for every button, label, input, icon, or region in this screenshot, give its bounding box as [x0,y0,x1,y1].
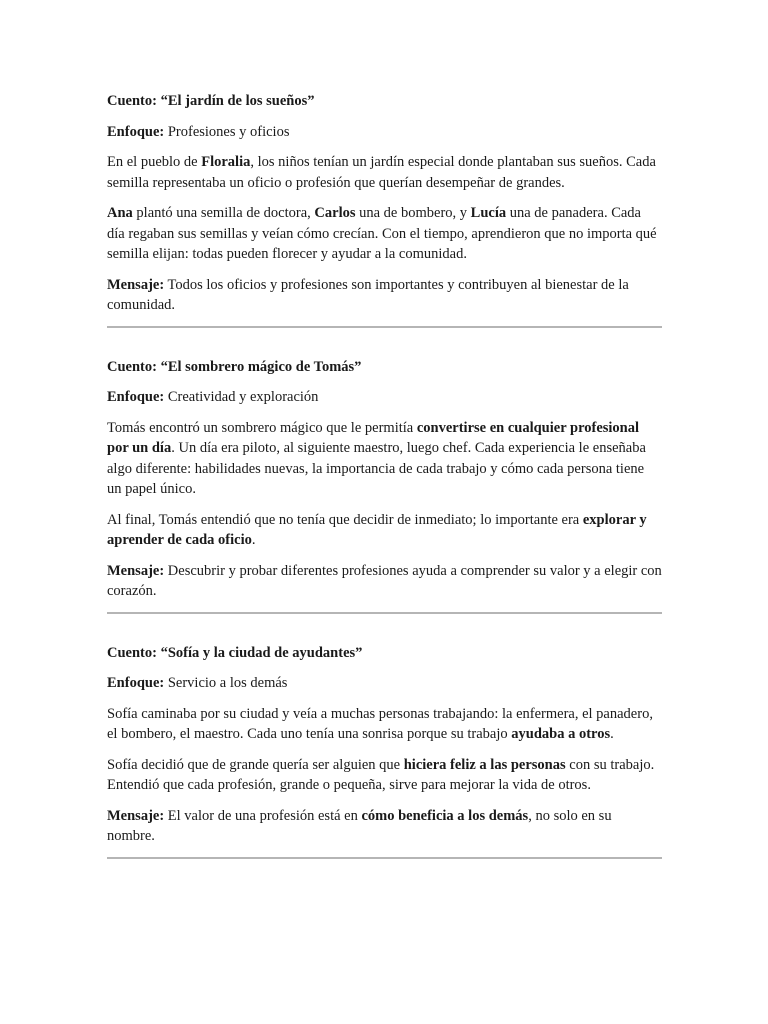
section-divider [107,612,662,614]
story-message [107,561,662,602]
text-run: Tomás encontró un sombrero mágico que le permitía [107,419,417,436]
story-3 [107,643,662,847]
section-divider [107,326,662,328]
story-focus [107,673,662,694]
message-label: Mensaje: [107,807,165,824]
focus-text: Profesiones y oficios [164,123,290,140]
story-message [107,275,662,316]
story-focus [107,122,662,143]
story-title [107,643,662,664]
story-title-text: Cuento: “Sofía y la ciudad de ayudantes” [107,644,363,661]
bold-run: explorar y aprender de cada oficio [107,511,647,548]
bold-run: Lucía [470,205,507,221]
document-body [107,91,662,888]
text-run: una de panadera. Cada día regaban sus semillas y veían cómo crecían. Con el tiempo, aprendieron que no importa qué semilla elijan: todas pueden florecer y ayudar a la comunidad. [107,205,657,262]
story-paragraph [107,704,662,745]
story-paragraph [107,510,662,551]
text-run: plantó una semilla de doctora, [132,205,315,221]
focus-label: Enfoque: [107,389,165,405]
bold-run: Carlos [314,205,356,221]
message-text: Descubrir y probar diferentes profesiones ayuda a comprender su valor y a elegir con corazón. [107,562,662,599]
story-2 [107,357,662,602]
section-divider [107,857,662,859]
focus-text: Servicio a los demás [164,675,288,691]
text-run: , los niños tenían un jardín especial donde plantaban sus sueños. Cada semilla representaba un oficio o profesión que querían desempeñar de grandes. [107,154,656,191]
focus-text: Creatividad y exploración [164,389,319,405]
text-run: En el pueblo de [107,154,202,170]
story-title-text: Cuento: “El sombrero mágico de Tomás” [107,358,362,375]
message-text: Todos los oficios y profesiones son importantes y contribuyen al bienestar de la comunidad. [107,276,629,313]
text-run: . [251,532,256,548]
story-focus [107,387,662,408]
text-run: , no solo en su nombre. [107,807,612,844]
message-label: Mensaje: [107,276,165,293]
text-run: Sofía caminaba por su ciudad y veía a muchas personas trabajando: la enfermera, el panadero, el bombero, el maestro. Cada uno tenía una sonrisa porque su trabajo [107,705,653,742]
story-paragraph [107,152,662,193]
text-run: Al final, Tomás entendió que no tenía que decidir de inmediato; lo importante era [107,511,583,528]
focus-label: Enfoque: [107,123,165,140]
text-run: . [610,726,614,742]
message-label: Mensaje: [107,562,165,579]
text-run: Sofía decidió que de grande quería ser alguien que [107,756,404,773]
story-paragraph [107,755,662,796]
bold-run: Ana [107,205,133,221]
text-run: El valor de una profesión está en [164,807,362,824]
text-run: una de bombero, y [355,205,471,221]
story-paragraph [107,418,662,500]
story-title [107,357,662,378]
bold-run: convertirse en cualquier profesional por un día [107,419,640,456]
story-1 [107,91,662,316]
bold-run: Floralia [201,154,251,170]
bold-run: cómo beneficia a los demás [361,807,529,824]
focus-label: Enfoque: [107,675,165,691]
story-message [107,806,662,847]
bold-run: hiciera feliz a las personas [403,756,566,773]
text-run: con su trabajo. Entendió que cada profesión, grande o pequeña, sirve para mejorar la vida de otros. [107,756,655,793]
text-run: . Un día era piloto, al siguiente maestro, luego chef. Cada experiencia le enseñaba algo diferente: habilidades nuevas, la importancia de cada trabajo y cómo cada persona tiene un papel único. [107,440,646,497]
story-title-text: Cuento: “El jardín de los sueños” [107,93,315,109]
story-title [107,91,662,112]
bold-run: ayudaba a otros [511,726,611,742]
story-paragraph [107,203,662,265]
